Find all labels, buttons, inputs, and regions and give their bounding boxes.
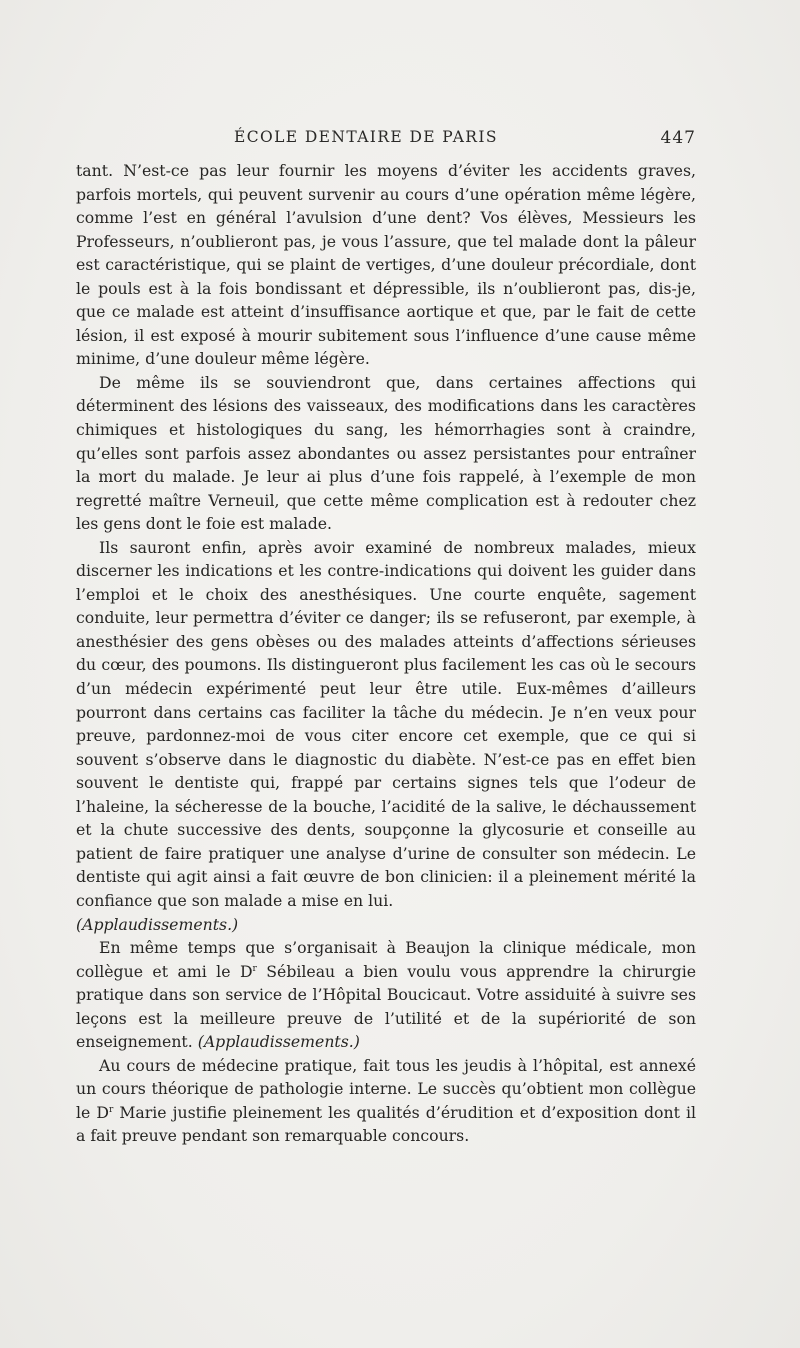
body-text xyxy=(76,159,696,1148)
doctor-abbrev-sup: r xyxy=(252,963,257,974)
paragraph-5 xyxy=(76,1054,696,1148)
page-number: 447 xyxy=(660,128,696,148)
paragraph-2: De même ils se souviendront que, dans certaines affections qui déterminent des lésions des vaisseaux, des modifications dans les caractères chimiques et histologiques du sang, les hémorrhagies sont à craindre, qu’elles sont parfois assez abondantes ou assez persistantes pour entraîner la mort du malade. Je leur ai plus d’une fois rappelé, à l’exemple de mon regretté maître Verneuil, que cette même complication est à redouter chez les gens dont le foie est malade. xyxy=(76,372,696,534)
paragraph-5-text-b: Marie justifie pleinement les qualités d’érudition et d’exposition dont il a fait preuve pendant son remarquable concours. xyxy=(76,1102,696,1146)
applause-line xyxy=(76,913,696,937)
doctor-abbrev-sup: r xyxy=(108,1104,114,1115)
page-header xyxy=(76,128,696,154)
paragraph-5-text-a: Au cours de médecine pratique, fait tous les jeudis à l’hôpital, est annexé un cours théorique de pathologie interne. Le succès qu’obtient mon collègue le D xyxy=(76,1055,696,1122)
paragraph-1: tant. N’est-ce pas leur fournir les moyens d’éviter les accidents graves, parfois mortels, qui peuvent survenir au cours d’une opération même légère, comme l’est en général l’avulsion d’une dent? Vos élèves, Messieurs les Professeurs, n’oublieront pas, je vous l’assure, que tel malade dont la pâleur est caractéristique, qui se plaint de vertiges, d’une douleur précordiale, dont le pouls est à la fois bondissant et dépressible, ils n’oublieront pas, dis-je, que ce malade est atteint d’insuffisance aortique et que, par le fait de cette lésion, il est exposé à mourir subitement sous l’influence d’une cause même minime, d’une douleur même légère. xyxy=(76,161,696,369)
running-title: ÉCOLE DENTAIRE DE PARIS xyxy=(234,128,498,146)
paragraph-4-text-b: Sébileau a bien voulu vous apprendre la chirurgie pratique dans son service de l’Hôpital Boucicaut. Votre assiduité à suivre ses leçons est la meilleure preuve de l’utilité et de la supériorité de son enseignement. xyxy=(76,961,697,1052)
paragraph-4 xyxy=(76,936,696,1054)
paragraph-4-text-a: En même temps que s’organisait à Beaujon la clinique médicale, mon collègue et ami le D xyxy=(76,938,696,981)
paragraph-3-text: Ils sauront enfin, après avoir examiné de nombreux malades, mieux discerner les indications et les contre-indications qui doivent les guider dans l’emploi et le choix des anesthésiques. Une courte enquête, sagement conduite, leur permettra d’éviter ce danger; ils se refuseront, par exemple, à anesthésier des gens obèses ou des malades atteints d’affections sérieuses du cœur, des poumons. Ils distingueront plus facilement les cas où le secours d’un médecin expérimenté peut leur être utile. Eux-mêmes d’ailleurs pourront dans certains cas faciliter la tâche du médecin. Je n’en veux pour preuve, pardonnez-moi de vous citer encore cet exemple, que ce qui si souvent s’observe dans le diagnostic du diabète. N’est-ce pas en effet bien souvent le dentiste qui, frappé par certains signes tels que l’odeur de l’haleine, la sécheresse de la bouche, l’acidité de la salive, le déchaussement et la chute successive des dents, soupçonne la glycosurie et conseille au patient de faire pratiquer une analyse d’urine de consulter son médecin. Le dentiste qui agit ainsi a fait œuvre de bon clinicien: il a pleinement mérité la confiance que son malade a mise en lui. xyxy=(76,537,696,910)
paragraph-3 xyxy=(76,536,696,913)
applause-note: (Applaudissements.) xyxy=(76,914,239,934)
applause-note: (Applaudissements.) xyxy=(197,1032,360,1052)
